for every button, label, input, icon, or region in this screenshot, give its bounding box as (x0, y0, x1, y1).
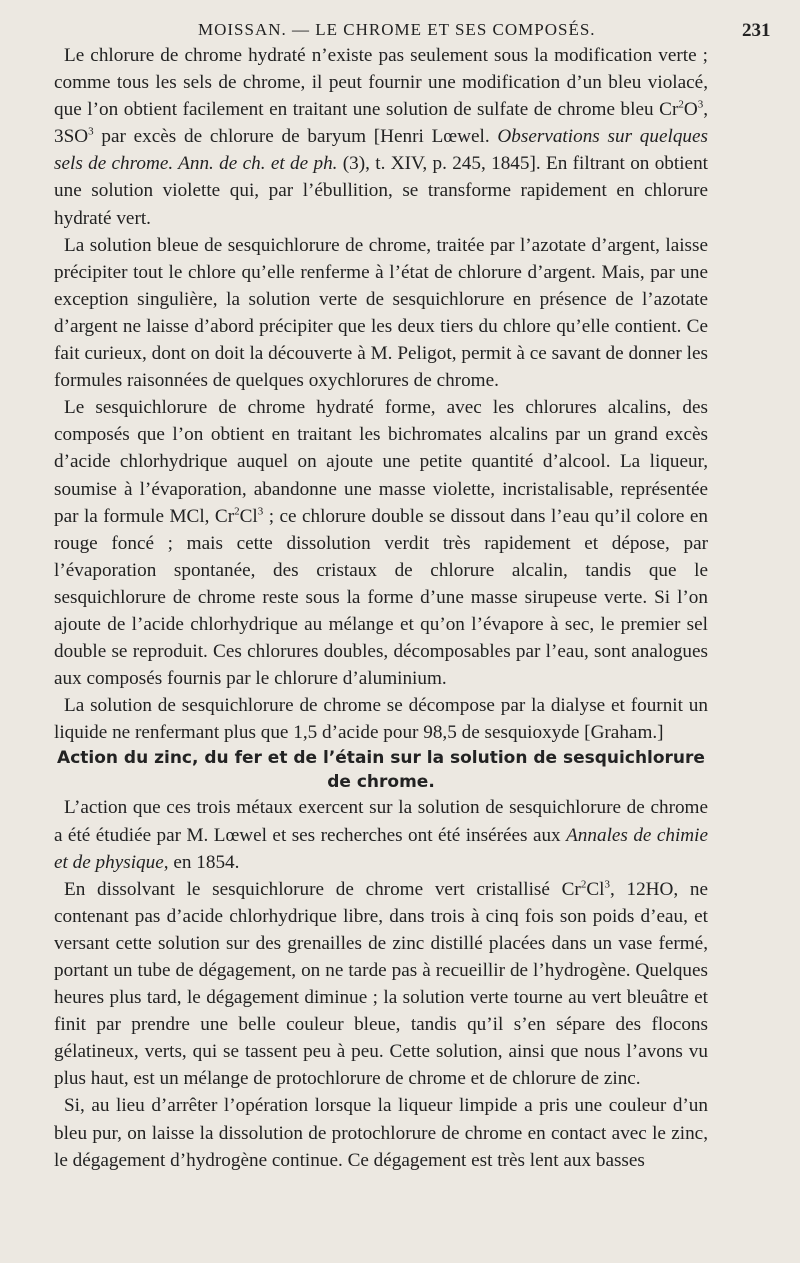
page-number: 231 (742, 20, 771, 41)
paragraph (54, 394, 708, 692)
superscript: 3 (88, 125, 94, 138)
superscript: 3 (697, 98, 704, 111)
text-run: par excès de chlorure de baryum [Henri Lœwel. (93, 126, 498, 148)
text-run: , 3SO (54, 99, 708, 148)
text-run: Si, au lieu d’arrêter l’opération lorsque la liqueur limpide a pris une couleur d’un bleu pur, on laisse la dissolution de protochlorure de chrome en contact avec le zinc, le dégagement d’hydrogène continue. Ce dégagement est très lent aux basses (54, 1095, 708, 1171)
paragraph (54, 42, 708, 232)
paragraph (54, 232, 708, 395)
text-run: La solution bleue de sesquichlorure de chrome, traitée par l’azotate d’argent, laisse précipiter tout le chlore qu’elle renferme à l’état de chlorure d’argent. Mais, par une exception singulière, la solution verte de sesquichlorure en présence de l’azotate d’argent ne laisse d’abord précipiter que les deux tiers du chlore qu’elle contient. Ce fait curieux, dont on doit la découverte à M. Peligot, permit à ce savant de donner les formules raisonnées de quelques oxychlorures de chrome. (54, 234, 708, 392)
text-run: Le chlorure de chrome hydraté n’existe pas seulement sous la modification verte ; comme tous les sels de chrome, il peut fournir une modification d’un bleu violacé, que l’on obtient facilement en traitant une solution de sulfate de chrome bleu Cr (54, 45, 708, 121)
italic-text: Observations sur quelques sels de chrome. Ann. de ch. et de ph. (54, 126, 708, 175)
section-heading: Action du zinc, du fer et de l’étain sur la solution de sesquichlorure de chrome. (57, 748, 705, 793)
text-run: L’action que ces trois métaux exercent sur la solution de sesquichlorure de chrome a été étudiée par M. Lœwel et ses recherches ont été insérées aux (54, 797, 708, 846)
text-run: (3), t. XIV, p. 245, 1845]. En filtrant on obtient une solution violette qui, par l’ébullition, se transforme rapidement en chlorure hydraté vert. (54, 153, 708, 229)
running-head: MOISSAN. — LE CHROME ET SES COMPOSÉS. (198, 20, 596, 39)
text-run: ; ce chlorure double se dissout dans l’eau qu’il colore en rouge foncé ; mais cette dissolution verdit très rapidement et dépose, par l’évaporation spontanée, des cristaux de chlorure alcalin, tandis que le sesquichlorure de chrome reste sous la forme d’une masse sirupeuse verte. Si l’on ajoute de l’acide chlorhydrique au mélange et qu’on l’évapore à sec, le premier sel double se reproduit. Ces chlorures doubles, décomposables par l’eau, sont analogues aux composés fournis par le chlorure d’aluminium. (54, 505, 708, 690)
superscript: 3 (257, 505, 264, 518)
text-run: , 12HO, ne contenant pas d’acide chlorhydrique libre, dans trois à cinq fois son poids d’eau, et versant cette solution sur des grenailles de zinc distillé placées dans un vase fermé, portant un tube de dégagement, on ne tarde pas à recueillir de l’hydrogène. Quelques heures plus tard, le dégagement diminue ; la solution verte tourne au vert bleuâtre et finit par prendre une belle couleur bleue, tandis qu’il s’en sépare des flocons gélatineux, verts, qui se tassent peu à peu. Cette solution, ainsi que nous l’avons vu plus haut, est un mélange de protochlorure de chrome et de chlorure de zinc. (54, 878, 708, 1090)
paragraph (54, 876, 708, 1093)
paragraph (54, 692, 708, 746)
paragraph (54, 1092, 708, 1173)
text-run: Cl (586, 878, 605, 900)
superscript: 2 (234, 505, 240, 518)
superscript: 2 (678, 98, 684, 111)
italic-text: Annales de chimie et de physique (54, 824, 708, 873)
body-text (54, 42, 708, 1174)
text-run: Le sesquichlorure de chrome hydraté forme, avec les chlorures alcalins, des composés que l’on obtient en traitant les bichromates alcalins par un grand excès d’acide chlorhydrique auquel on ajoute une petite quantité d’alcool. La liqueur, soumise à l’évaporation, abandonne une masse violette, incristalisable, représentée par la formule MCl, Cr (54, 397, 708, 527)
paragraph (54, 794, 708, 875)
text-run: La solution de sesquichlorure de chrome se décompose par la dialyse et fournit un liquide ne renfermant plus que 1,5 d’acide pour 98,5 de sesquioxyde [Graham.] (54, 695, 708, 744)
text-run: En dissolvant le sesquichlorure de chrome vert cristallisé Cr (64, 878, 581, 900)
superscript: 2 (580, 878, 587, 891)
text-run: O (683, 99, 698, 121)
page-header (0, 14, 800, 42)
text-run: , en 1854. (163, 851, 240, 873)
superscript: 3 (604, 878, 610, 891)
text-run: Cl (239, 505, 258, 527)
